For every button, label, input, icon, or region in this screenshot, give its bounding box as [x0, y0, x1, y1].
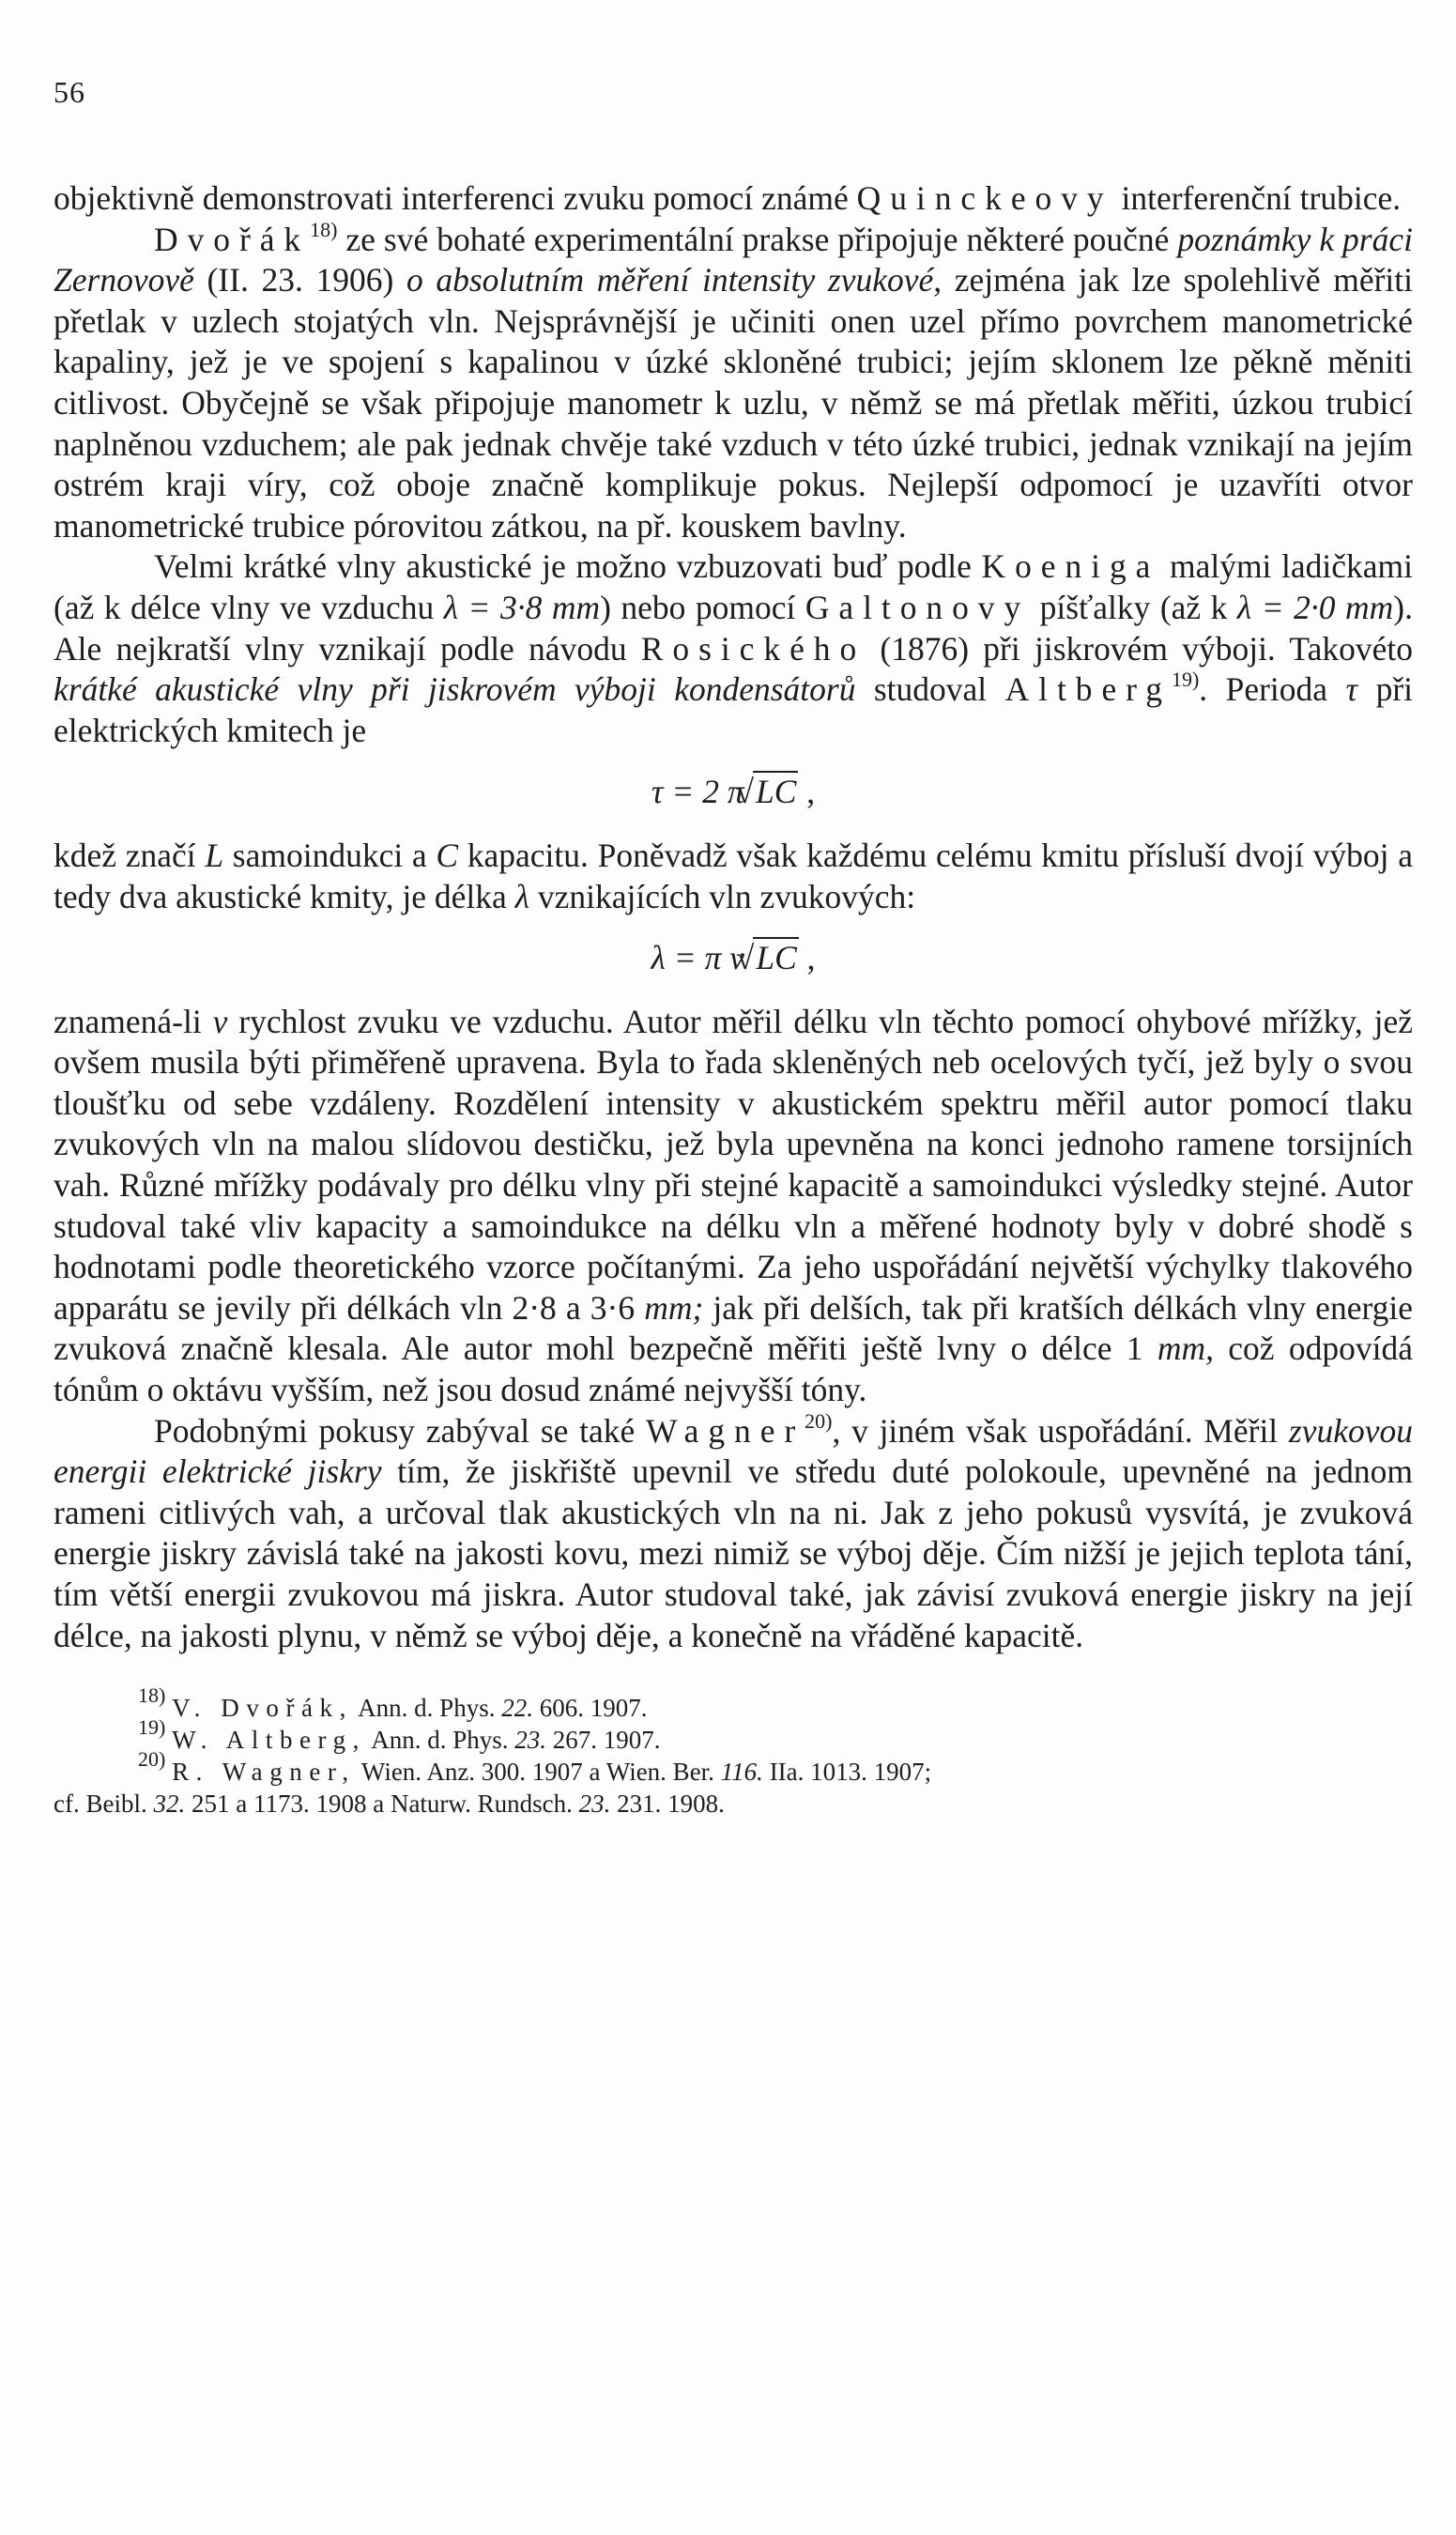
footnote-volume: 116. [720, 1758, 763, 1787]
text: vznikajících vln zvukových: [529, 877, 916, 915]
footnote-text: cf. Beibl. [54, 1790, 154, 1819]
footnote-author: W. Altberg, [172, 1726, 366, 1755]
footnote-author: R. Wagner, [172, 1758, 356, 1787]
author-rosicky: Rosického [640, 629, 866, 668]
footnote-volume: 22. [501, 1694, 533, 1723]
footnote-text: 231. 1908. [610, 1790, 725, 1819]
footnote-mark: 18) [138, 1683, 166, 1708]
page-body [54, 178, 1413, 1820]
paragraph-5 [54, 1002, 1413, 1411]
text: ) nebo pomocí [600, 588, 805, 626]
text: Podobnými pokusy zabýval se také [154, 1411, 647, 1450]
text: zejména jak lze spolehlivě měřiti přetlak v uzlech stojatých vln. Nejsprávnější je učiniti onen uzel přímo povrchem manometrické kapaliny, jež je ve spojení s kapalinou v úzké skloněné trubici; jejím sklonem lze pěkně měniti citlivost. Obyčejně se však připojuje manometr k uzlu, v němž se má přetlak měřiti, úzkou trubicí naplněnou vzduchem; ale pak jednak chvěje také vzduch v této úzké trubici, jednak vznikají na jejím ostrém kraji víry, což oboje značně komplikuje pokus. Nejlepší odpomocí je uzavříti otvor manometrické trubice pórovitou zátkou, na př. kouskem bavlny. [54, 261, 1413, 545]
footnote-text: IIa. 1013. 1907; [762, 1758, 932, 1787]
footnote-text: Ann. d. Phys. [366, 1726, 515, 1755]
symbol: C [436, 836, 459, 874]
symbol: L [205, 836, 224, 874]
equation-lhs: λ = π v [651, 939, 753, 977]
author-altberg: Altberg [1004, 670, 1172, 709]
footnote-volume: 32. [153, 1790, 186, 1819]
text: interferenční trubice. [1112, 179, 1402, 217]
page-number: 56 [54, 75, 85, 109]
footnote-mark: 19) [138, 1715, 166, 1740]
author-koenig: Koeniga [981, 547, 1160, 586]
formula: λ = 2·0 mm [1236, 588, 1394, 626]
text: tím, že jiskřiště upevnil ve středu duté polokoule, upevněné na jednom rameni citlivých vah, a určoval tlak akustických vln na ni. Jak z jeho pokusů vysvítá, je zvuková energie jiskry závislá také na jakosti kovu, mezi nimiž se výboj děje. Čím nižší je jejich teplota tání, tím větší energii zvukovou má jiskra. Autor studoval také, jak závisí zvuková energie jiskry na její délce, na jakosti plynu, v němž se výboj děje, a konečně na vřáděné kapacitě. [54, 1452, 1413, 1654]
emphasis: o absolutním měření intensity zvukové, [406, 261, 943, 300]
symbol: λ [514, 877, 529, 915]
footnote-volume: 23. [578, 1790, 611, 1819]
footnote-ref-18[interactable]: 18) [310, 217, 338, 241]
emphasis: zvukovou energii elektrické jiskry [54, 1411, 1413, 1491]
text: samoindukci a [223, 836, 437, 874]
text: studoval [855, 670, 1005, 709]
author-quincke: Quinckeovy [856, 179, 1113, 217]
text: (II. 23. 1906) [193, 261, 406, 300]
footnote-20 [54, 1747, 1413, 1788]
text: . Perioda [1199, 670, 1346, 709]
footnote-author: V. Dvořák, [172, 1694, 353, 1723]
paragraph-1 [54, 178, 1413, 220]
footnote-mark: 20) [138, 1747, 166, 1772]
text: což odpovídá tónům o oktávu vyšším, než jsou dosud známé nejvyšší tóny. [54, 1329, 1413, 1409]
footnote-text: Ann. d. Phys. [352, 1694, 502, 1723]
text: (1876) při jiskrovém výboji. Takovéto [866, 629, 1413, 668]
author-wagner: Wagner [646, 1411, 805, 1450]
symbol: v [212, 1002, 228, 1040]
equation-lhs: τ = 2 π [651, 773, 753, 811]
author-dvorak: Dvořák [154, 220, 311, 258]
footnote-ref-19[interactable]: 19) [1171, 668, 1200, 692]
paragraph-4 [54, 836, 1413, 917]
emphasis: poznámky k práci Zernovově [54, 220, 1413, 300]
text: jak při delších, tak při kratších délkách vlny energie zvuková značně klesala. Ale autor mohl bezpečně měřiti ještě lvny o délce 1 [54, 1288, 1413, 1368]
text: ). Ale nejkratší vlny vznikají podle návodu [54, 588, 1413, 668]
text: rychlost zvuku ve vzduchu. Autor měřil délku vln těchto pomocí ohybové mřížky, jež ovšem musila býti přiměřeně upravena. Byla to řada skleněných neb ocelových tyčí, jež byly o svou tloušťku od sebe vzdáleny. Rozdělení intensity v akustickém spektru měřil autor pomocí tlaku zvukových vln na malou slídovou destičku, jež byla upevněna na konci jednoho ramene torsijních vah. Různé mřížky podávaly pro délku vlny při stejné kapacitě a samoindukci výsledky stejné. Autor studoval také vliv kapacity a samoindukce na délku vln a měřené hodnoty byly v dobré shodě s hodnotami podle theoretického vzorce počítanými. Za jeho uspořádání největší výchylky tlakového apparátu se jevily při délkách vln 2·8 a 3·6 [54, 1002, 1414, 1327]
footnote-18 [54, 1683, 1413, 1724]
text: při elektrických kmitech je [54, 670, 1413, 749]
author-galton: Galtonovy [805, 588, 1031, 626]
unit: mm, [1157, 1329, 1214, 1368]
footnote-text: 606. 1907. [532, 1694, 648, 1723]
equation-period [54, 772, 1413, 813]
text: píšťalky (až k [1030, 588, 1237, 626]
text: kdež značí [54, 836, 206, 874]
text: , v jiném však uspořádání. Měřil [832, 1411, 1289, 1450]
equation-tail: , [798, 773, 816, 811]
text: znamená-li [54, 1002, 213, 1040]
footnote-ref-20[interactable]: 20) [805, 1408, 833, 1433]
paragraph-6 [54, 1408, 1413, 1657]
unit: mm; [644, 1288, 704, 1327]
footnote-20-continued [54, 1788, 1413, 1820]
footnote-text: Wien. Anz. 300. 1907 a Wien. Ber. [355, 1758, 721, 1787]
footnote-19 [54, 1715, 1413, 1756]
footnote-text: 267. 1907. [546, 1726, 661, 1755]
text: malými ladičkami (až k délce vlny ve vzduchu [54, 547, 1413, 626]
equation-root: √ LC [753, 771, 799, 810]
paragraph-3 [54, 546, 1413, 751]
footnote-text: 251 a 1173. 1908 a Naturw. Rundsch. [185, 1790, 579, 1819]
footnotes [54, 1683, 1413, 1820]
emphasis: krátké akustické vlny při jiskrovém výboji kondensátorů [54, 670, 856, 709]
symbol: τ [1345, 670, 1358, 709]
equation-tail: , [798, 939, 816, 977]
footnote-volume: 23. [514, 1726, 547, 1755]
equation-wavelength [54, 938, 1413, 979]
paragraph-2 [54, 217, 1413, 547]
text: kapacitu. Poněvadž však každému celému kmitu přísluší dvojí výboj a tedy dva akustické kmity, je délka [54, 836, 1413, 915]
equation-root: √ LC [753, 937, 799, 976]
text: objektivně demonstrovati interferenci zvuku pomocí známé [54, 179, 857, 217]
text: ze své bohaté experimentální prakse připojuje některé poučné [337, 220, 1178, 258]
formula: λ = 3·8 mm [443, 588, 601, 626]
text: Velmi krátké vlny akustické je možno vzbuzovati buď podle [154, 547, 982, 586]
